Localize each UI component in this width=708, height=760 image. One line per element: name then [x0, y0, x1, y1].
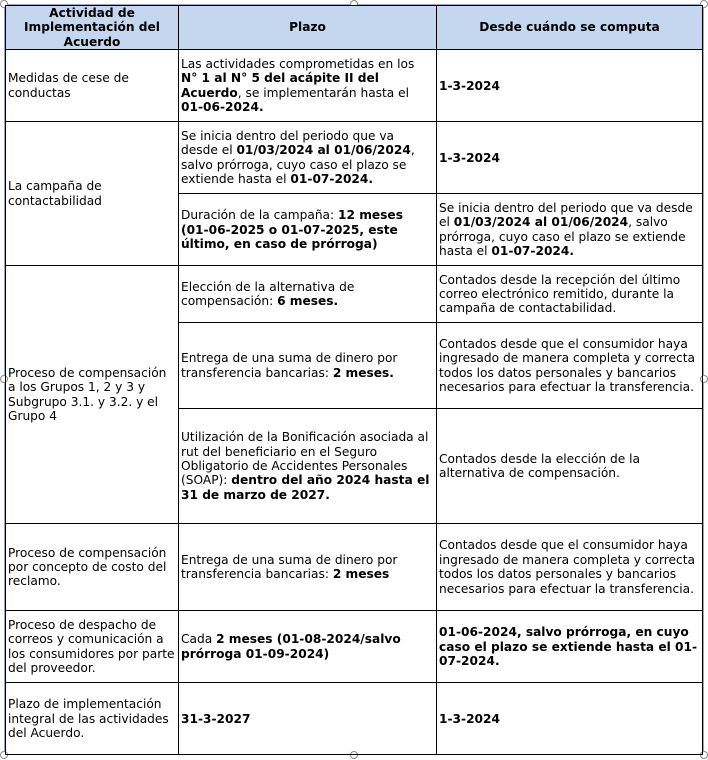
- table-row: [6, 611, 703, 683]
- header-actividad: Actividad de Implementación del Acuerdo: [6, 6, 179, 50]
- table-row: [6, 122, 703, 194]
- table-row: [6, 524, 703, 611]
- desde-cell: Contados desde que el consumidor haya ingresado de manera completa y correcta todos los datos personales y bancarios necesarios para efectuar la transferencia.: [437, 323, 703, 409]
- plazo-cell: Duración de la campaña: 12 meses (01-06-2025 o 01-07-2025, este último, en caso de prórroga): [179, 194, 437, 266]
- plazo-cell: Entrega de una suma de dinero por transferencia bancarias: 2 meses.: [179, 323, 437, 409]
- desde-cell: Contados desde la elección de la alternativa de compensación.: [437, 409, 703, 524]
- table-row: [6, 50, 703, 122]
- header-desde: Desde cuándo se computa: [437, 6, 703, 50]
- plazo-cell: Se inicia dentro del periodo que va desde el 01/03/2024 al 01/06/2024, salvo prórroga, cuyo caso el plazo se extiende hasta el 01-07-2024.: [179, 122, 437, 194]
- activity-cell: Medidas de cese de conductas: [6, 50, 179, 122]
- plazo-cell: Entrega de una suma de dinero por transferencia bancarias: 2 meses: [179, 524, 437, 611]
- table-row: [6, 266, 703, 323]
- desde-cell: Contados desde la recepción del último correo electrónico remitido, durante la campaña de contactabilidad.: [437, 266, 703, 323]
- plazo-cell: Cada 2 meses (01-08-2024/salvo prórroga 01-09-2024): [179, 611, 437, 683]
- agreement-table: [5, 5, 703, 755]
- plazo-cell: 31-3-2027: [179, 683, 437, 755]
- activity-cell: Proceso de despacho de correos y comunicación a los consumidores por parte del proveedor.: [6, 611, 179, 683]
- plazo-cell: Utilización de la Bonificación asociada al rut del beneficiario en el Seguro Obligatorio de Accidentes Personales (SOAP): dentro del año 2024 hasta el 31 de marzo de 2027.: [179, 409, 437, 524]
- plazo-cell: Elección de la alternativa de compensación: 6 meses.: [179, 266, 437, 323]
- desde-cell: 1-3-2024: [437, 122, 703, 194]
- desde-cell: 1-3-2024: [437, 683, 703, 755]
- desde-cell: 01-06-2024, salvo prórroga, en cuyo caso el plazo se extiende hasta el 01-07-2024.: [437, 611, 703, 683]
- desde-cell: Se inicia dentro del periodo que va desde el 01/03/2024 al 01/06/2024, salvo prórroga, cuyo caso el plazo se extiende hasta el 01-07-2024.: [437, 194, 703, 266]
- activity-cell: Proceso de compensación a los Grupos 1, 2 y 3 y Subgrupo 3.1. y 3.2. y el Grupo 4: [6, 266, 179, 524]
- table-header-row: [6, 6, 703, 50]
- header-plazo: Plazo: [179, 6, 437, 50]
- activity-cell: Proceso de compensación por concepto de costo del reclamo.: [6, 524, 179, 611]
- activity-cell: Plazo de implementación integral de las actividades del Acuerdo.: [6, 683, 179, 755]
- desde-cell: 1-3-2024: [437, 50, 703, 122]
- plazo-cell: Las actividades comprometidas en los N° 1 al N° 5 del acápite II del Acuerdo, se implementarán hasta el 01-06-2024.: [179, 50, 437, 122]
- desde-cell: Contados desde que el consumidor haya ingresado de manera completa y correcta todos los datos personales y bancarios necesarios para efectuar la transferencia.: [437, 524, 703, 611]
- table-row: [6, 683, 703, 755]
- activity-cell: La campaña de contactabilidad: [6, 122, 179, 266]
